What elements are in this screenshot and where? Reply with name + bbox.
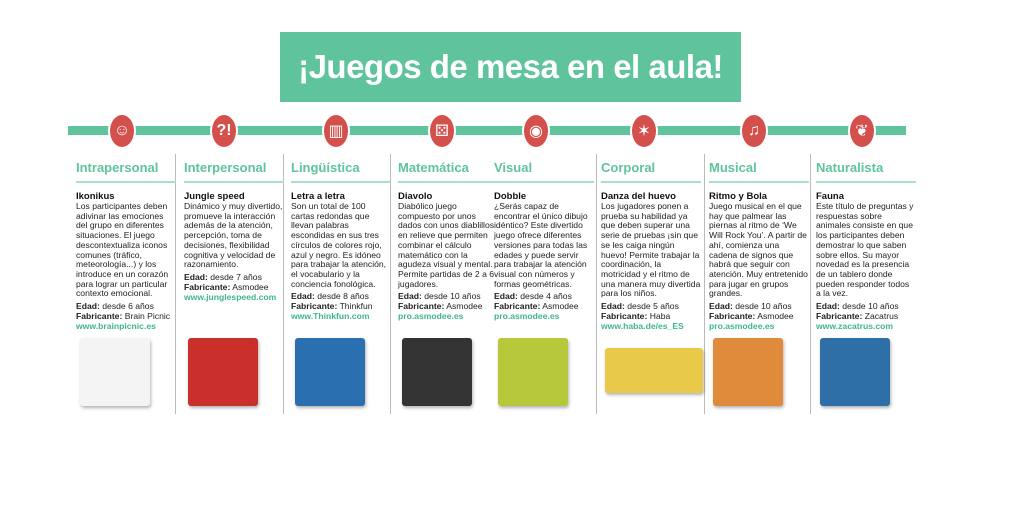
age-value: desde 5 años xyxy=(627,301,679,312)
game-description: Los jugadores ponen a prueba su habilidad ya que deben superar una serie de pruebas ¡sin que se les caiga ningún huevo! Permite trabajar la coordinación, la motricidad y el ritmo de una manera muy divertida para los niños. xyxy=(601,201,701,299)
category-heading: Matemática xyxy=(398,160,498,183)
maker-label: Fabricante: xyxy=(398,301,445,312)
game-description: Juego musical en el que hay que palmear las piernas al ritmo de ‘We Will Rock You’. A partir de ahí, comienza una cadena de signos que habrá que seguir con atención. Muy entretenido para jugar en grupos grandes. xyxy=(709,201,808,299)
game-title: Dobble xyxy=(494,191,527,202)
website-link[interactable]: www.junglespeed.com xyxy=(184,291,277,302)
bee-icon: ❦ xyxy=(848,113,876,149)
game-box-image xyxy=(80,338,150,406)
age-label: Edad: xyxy=(601,301,625,312)
age-line xyxy=(184,272,284,282)
maker-label: Fabricante: xyxy=(816,311,863,322)
category-heading: Naturalista xyxy=(816,160,916,183)
category-heading: Intrapersonal xyxy=(76,160,176,183)
column-2 xyxy=(291,160,391,321)
category-heading: Visual xyxy=(494,160,594,183)
maker-label: Fabricante: xyxy=(291,301,338,312)
website-link[interactable]: pro.asmodee.es xyxy=(398,311,464,322)
game-box-image xyxy=(820,338,890,406)
column-divider xyxy=(704,154,705,414)
maker-line xyxy=(601,311,701,321)
music-note-icon: ♫ xyxy=(740,113,768,149)
website-link[interactable]: www.brainpicnic.es xyxy=(76,321,156,332)
age-value: desde 8 años xyxy=(317,291,369,302)
game-description: Diabólico juego compuesto por unos dados con unos diablillos en relieve que permiten combinar el cálculo matemático con la agudeza visual y mental. Permite partidas de 2 a 6 jugadores. xyxy=(398,201,495,289)
column-0 xyxy=(76,160,176,331)
game-description: ¿Serás capaz de encontrar el único dibujo idéntico? Este divertido juego ofrece diferentes versiones para todas las edades y puede servir para trabajar la atención visual con números y formas geométricas. xyxy=(494,201,588,289)
maker-line xyxy=(494,301,594,311)
age-value: desde 10 años xyxy=(735,301,792,312)
age-value: desde 10 años xyxy=(842,301,899,312)
game-box-image xyxy=(713,338,783,406)
age-line xyxy=(291,291,391,301)
age-line xyxy=(709,301,809,311)
title-banner xyxy=(280,32,741,102)
dice-icon: ⚄ xyxy=(428,113,456,149)
timeline-bar xyxy=(68,126,906,135)
age-label: Edad: xyxy=(398,291,422,302)
website-link[interactable]: www.Thinkfun.com xyxy=(291,311,370,322)
category-heading: Corporal xyxy=(601,160,701,183)
book-icon: ▥ xyxy=(322,113,350,149)
maker-line xyxy=(398,301,498,311)
age-line xyxy=(76,301,176,311)
eye-icon: ◉ xyxy=(522,113,550,149)
maker-label: Fabricante: xyxy=(601,311,648,322)
column-3 xyxy=(398,160,498,321)
maker-label: Fabricante: xyxy=(709,311,756,322)
website-link[interactable]: pro.asmodee.es xyxy=(709,321,775,332)
game-title: Fauna xyxy=(816,191,844,202)
game-box-image xyxy=(605,348,703,393)
game-box-image xyxy=(188,338,258,406)
column-4 xyxy=(494,160,594,321)
age-label: Edad: xyxy=(494,291,518,302)
age-label: Edad: xyxy=(816,301,840,312)
game-box-image xyxy=(402,338,472,406)
face-icon: ☺ xyxy=(108,113,136,149)
speech-bubbles-icon: ?! xyxy=(210,113,238,149)
category-heading: Interpersonal xyxy=(184,160,284,183)
website-link[interactable]: www.haba.de/es_ES xyxy=(601,321,684,332)
age-label: Edad: xyxy=(76,301,100,312)
dancer-icon: ✶ xyxy=(630,113,658,149)
maker-line xyxy=(816,311,916,321)
game-title: Danza del huevo xyxy=(601,191,676,202)
column-1 xyxy=(184,160,284,302)
maker-line xyxy=(76,311,176,321)
maker-value: Thinkfun xyxy=(339,301,373,312)
age-value: desde 10 años xyxy=(424,291,481,302)
column-divider xyxy=(596,154,597,414)
category-heading: Musical xyxy=(709,160,809,183)
category-heading: Lingüística xyxy=(291,160,391,183)
age-line xyxy=(816,301,916,311)
game-title: Diavolo xyxy=(398,191,433,202)
game-description: Son un total de 100 cartas redondas que llevan palabras escondidas en sus tres círculos de colores rojo, azul y negro. Es idóneo para trabajar la atención, el vocabulario y la conciencia fonológica. xyxy=(291,201,387,289)
maker-value: Zacatrus xyxy=(864,311,899,322)
maker-label: Fabricante: xyxy=(494,301,541,312)
maker-value: Brain Picnic xyxy=(124,311,171,322)
maker-value: Asmodee xyxy=(757,311,794,322)
age-line xyxy=(601,301,701,311)
game-description: Dinámico y muy divertido, promueve la interacción además de la atención, percepción, toma de decisiones, flexibilidad cognitiva y velocidad de razonamiento. xyxy=(184,201,283,270)
age-label: Edad: xyxy=(291,291,315,302)
game-title: Ritmo y Bola xyxy=(709,191,768,202)
maker-value: Haba xyxy=(649,311,671,322)
column-5 xyxy=(601,160,701,331)
game-title: Letra a letra xyxy=(291,191,345,202)
age-value: desde 7 años xyxy=(210,271,262,282)
game-description: Los participantes deben adivinar las emociones del grupo en diferentes situaciones. El juego descontextualiza iconos comunes (tráfico, meteorología...) y los introduce en un corazón para lograr un particular contexto emocional. xyxy=(76,201,169,299)
maker-line xyxy=(291,301,391,311)
maker-line xyxy=(709,311,809,321)
maker-value: Asmodee xyxy=(446,301,483,312)
maker-line xyxy=(184,282,284,292)
page-title: ¡Juegos de mesa en el aula! xyxy=(298,48,723,85)
game-title: Ikonikus xyxy=(76,191,115,202)
age-value: desde 6 años xyxy=(102,301,154,312)
age-label: Edad: xyxy=(709,301,733,312)
column-6 xyxy=(709,160,809,331)
maker-value: Asmodee xyxy=(542,301,579,312)
game-title: Jungle speed xyxy=(184,191,245,202)
maker-label: Fabricante: xyxy=(76,311,123,322)
column-divider xyxy=(810,154,811,414)
game-description: Este título de preguntas y respuestas sobre animales consiste en que los participantes deben demostrar lo que saben sobre ellos. Su mayor novedad es la presencia de un tablero donde pueden responder todos a la vez. xyxy=(816,201,914,299)
column-7 xyxy=(816,160,916,331)
website-link[interactable]: www.zacatrus.com xyxy=(816,321,894,332)
age-line xyxy=(398,291,498,301)
website-link[interactable]: pro.asmodee.es xyxy=(494,311,560,322)
age-value: desde 4 años xyxy=(520,291,572,302)
maker-label: Fabricante: xyxy=(184,281,231,292)
game-box-image xyxy=(295,338,365,406)
game-box-image xyxy=(498,338,568,406)
age-label: Edad: xyxy=(184,271,208,282)
maker-value: Asmodee xyxy=(232,281,269,292)
age-line xyxy=(494,291,594,301)
